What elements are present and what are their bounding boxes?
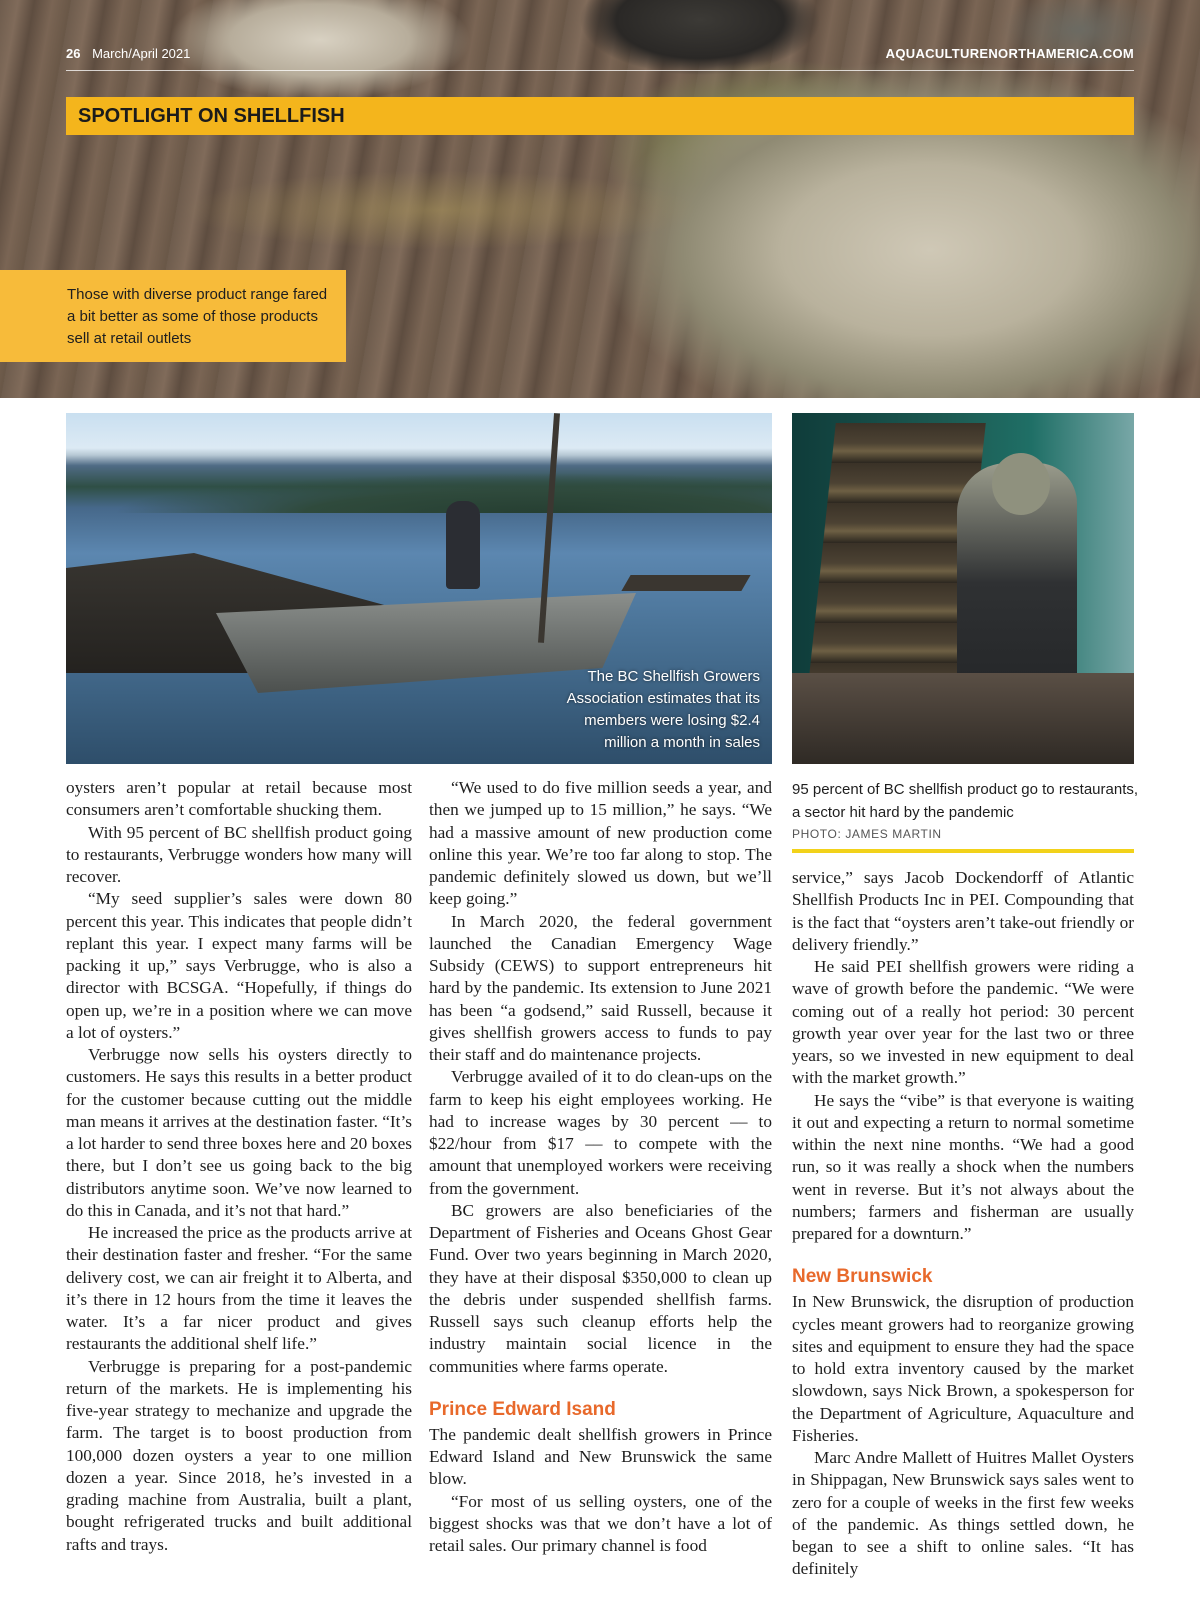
paragraph: With 95 percent of BC shellfish product going to restaurants, Verbrugge wonders how many will recover. [66, 822, 412, 886]
boat-photo-raft [621, 575, 750, 591]
paragraph: Marc Andre Mallett of Huitres Mallet Oysters in Shippagan, New Brunswick says sales went to zero for a couple of weeks in the first few weeks of the pandemic. As things settled down, he began to see a shift to online sales. “It has definitely [792, 1448, 1134, 1579]
paragraph: Verbrugge is preparing for a post-pandemic return of the markets. He is implementing his five-year strategy to mechanize and upgrade the farm. The target is to boost production from 100,000 dozen oysters a year to one million dozen a year. Since 2018, he’s invested in a grading machine from Australia, built a plant, bought refrigerated trucks and built additional rafts and trays. [66, 1356, 412, 1554]
site-name[interactable]: AQUACULTURENORTHAMERICA.COM [885, 46, 1134, 61]
caption-rule [792, 849, 1134, 853]
paragraph: He says the “vibe” is that everyone is waiting it out and expecting a return to normal sometime within the next nine months. “We had a good run, so it was really a shock when the numbers went in reverse. But it’s not always about the numbers; farmers and fisherman are usually prepared for a downturn.” [792, 1090, 1134, 1243]
paragraph: The pandemic dealt shellfish growers in Prince Edward Island and New Brunswick the same blow. [429, 1424, 772, 1489]
paragraph: Verbrugge now sells his oysters directly to customers. He says this results in a better product for the customer because cutting out the middle man means it arrives at the destination faster. “It’s a lot harder to send three boxes here and 20 boxes there, but I don’t see us going back to the big distributors anytime soon. We’ve now learned to do this in Canada, and it’s not that hard.” [66, 1045, 412, 1220]
issue-date: March/April 2021 [92, 46, 191, 61]
paragraph: “My seed supplier’s sales were down 80 percent this year. This indicates that people didn’t replant this year. I expect many farms will be packing it up,” says Verbrugge, who is also a director with BCSGA. “Hopefully, if things do open up, we’re in a position where we can move a lot of oysters.” [66, 889, 412, 1042]
paragraph: BC growers are also beneficiaries of the Department of Fisheries and Oceans Ghost Gear Fund. Over two years beginning in March 2020, they have at their disposal $350,000 to clean up the debris under suspended shellfish farms. Russell says such cleanup efforts help the industry maintain social licence in the communities where farms operate. [429, 1200, 772, 1376]
section-banner: SPOTLIGHT ON SHELLFISH [66, 97, 1134, 135]
page-number: 26 [66, 46, 81, 61]
hero-photo-texture [180, 170, 700, 250]
folio-left [66, 46, 190, 61]
boat-photo-caption: The BC Shellfish Growers Association estimates that its members were losing $2.4 million a month in sales [566, 668, 760, 751]
header-rule [66, 70, 1134, 71]
article-column-1 [66, 777, 412, 1556]
article-column-2 [429, 777, 772, 1557]
boat-photo-hills [66, 453, 772, 513]
paragraph: “We used to do five million seeds a year, and then we jumped up to 15 million,” he says. “We had a massive amount of new production come online this year. We’re too far along to stop. The pandemic definitely slowed us down, but we’ll keep going.” [429, 778, 772, 909]
worker-photo-caption: 95 percent of BC shellfish product go to restaurants, a sector hit hard by the pandemic [792, 781, 1139, 821]
worker-photo-hood [992, 453, 1050, 515]
paragraph: service,” says Jacob Dockendorff of Atlantic Shellfish Products Inc in PEI. Compounding that is the fact that “oysters aren’t take-out friendly or delivery friendly.” [792, 868, 1134, 954]
boat-photo-person [446, 501, 480, 589]
paragraph: He increased the price as the products arrive at their destination faster and fresher. “For the same delivery cost, we can air freight it to Alberta, and it’s there in 12 hours from the time it leaves the water. It’s a far nicer product and gives restaurants the additional shelf life.” [66, 1223, 412, 1354]
worker-photo [792, 413, 1134, 764]
article-column-3 [792, 867, 1134, 1581]
pullquote: Those with diverse product range fared a bit better as some of those products sell at retail outlets [0, 270, 346, 362]
worker-photo-deck [792, 673, 1134, 764]
photo-credit: PHOTO: JAMES MARTIN [792, 827, 942, 841]
subhead-new-brunswick: New Brunswick [792, 1266, 933, 1288]
paragraph: In March 2020, the federal government launched the Canadian Emergency Wage Subsidy (CEWS) to support entrepreneurs hit hard by the pandemic. Its extension to June 2021 has been “a godsend,” said Russell, because it gives shellfish growers access to funds to pay their staff and do maintenance projects. [429, 911, 772, 1064]
subhead-pei: Prince Edward Isand [429, 1398, 616, 1420]
boat-photo [66, 413, 772, 764]
paragraph: “For most of us selling oysters, one of the biggest shocks was that we don’t have a lot of retail sales. Our primary channel is food [429, 1491, 772, 1555]
paragraph: In New Brunswick, the disruption of production cycles meant growers had to reorganize growing sites and equipment to ensure they had the space to hold extra inventory caused by the market slowdown, says Nick Brown, a spokesperson for the Department of Agriculture, Aquaculture and Fisheries. [792, 1292, 1134, 1445]
paragraph: He said PEI shellfish growers were riding a wave of growth before the pandemic. “We were coming out of a really hot period: 30 percent growth year over year for the last two or three years, so we invested in new equipment to deal with the market growth.” [792, 957, 1134, 1088]
paragraph: oysters aren’t popular at retail because most consumers aren’t comfortable shucking them. [66, 778, 412, 820]
paragraph: Verbrugge availed of it to do clean-ups on the farm to keep his eight employees working. He had to increase wages by 30 percent –– to $22/hour from $17 –– to compete with the amount that unemployed workers were receiving from the government. [429, 1067, 772, 1198]
